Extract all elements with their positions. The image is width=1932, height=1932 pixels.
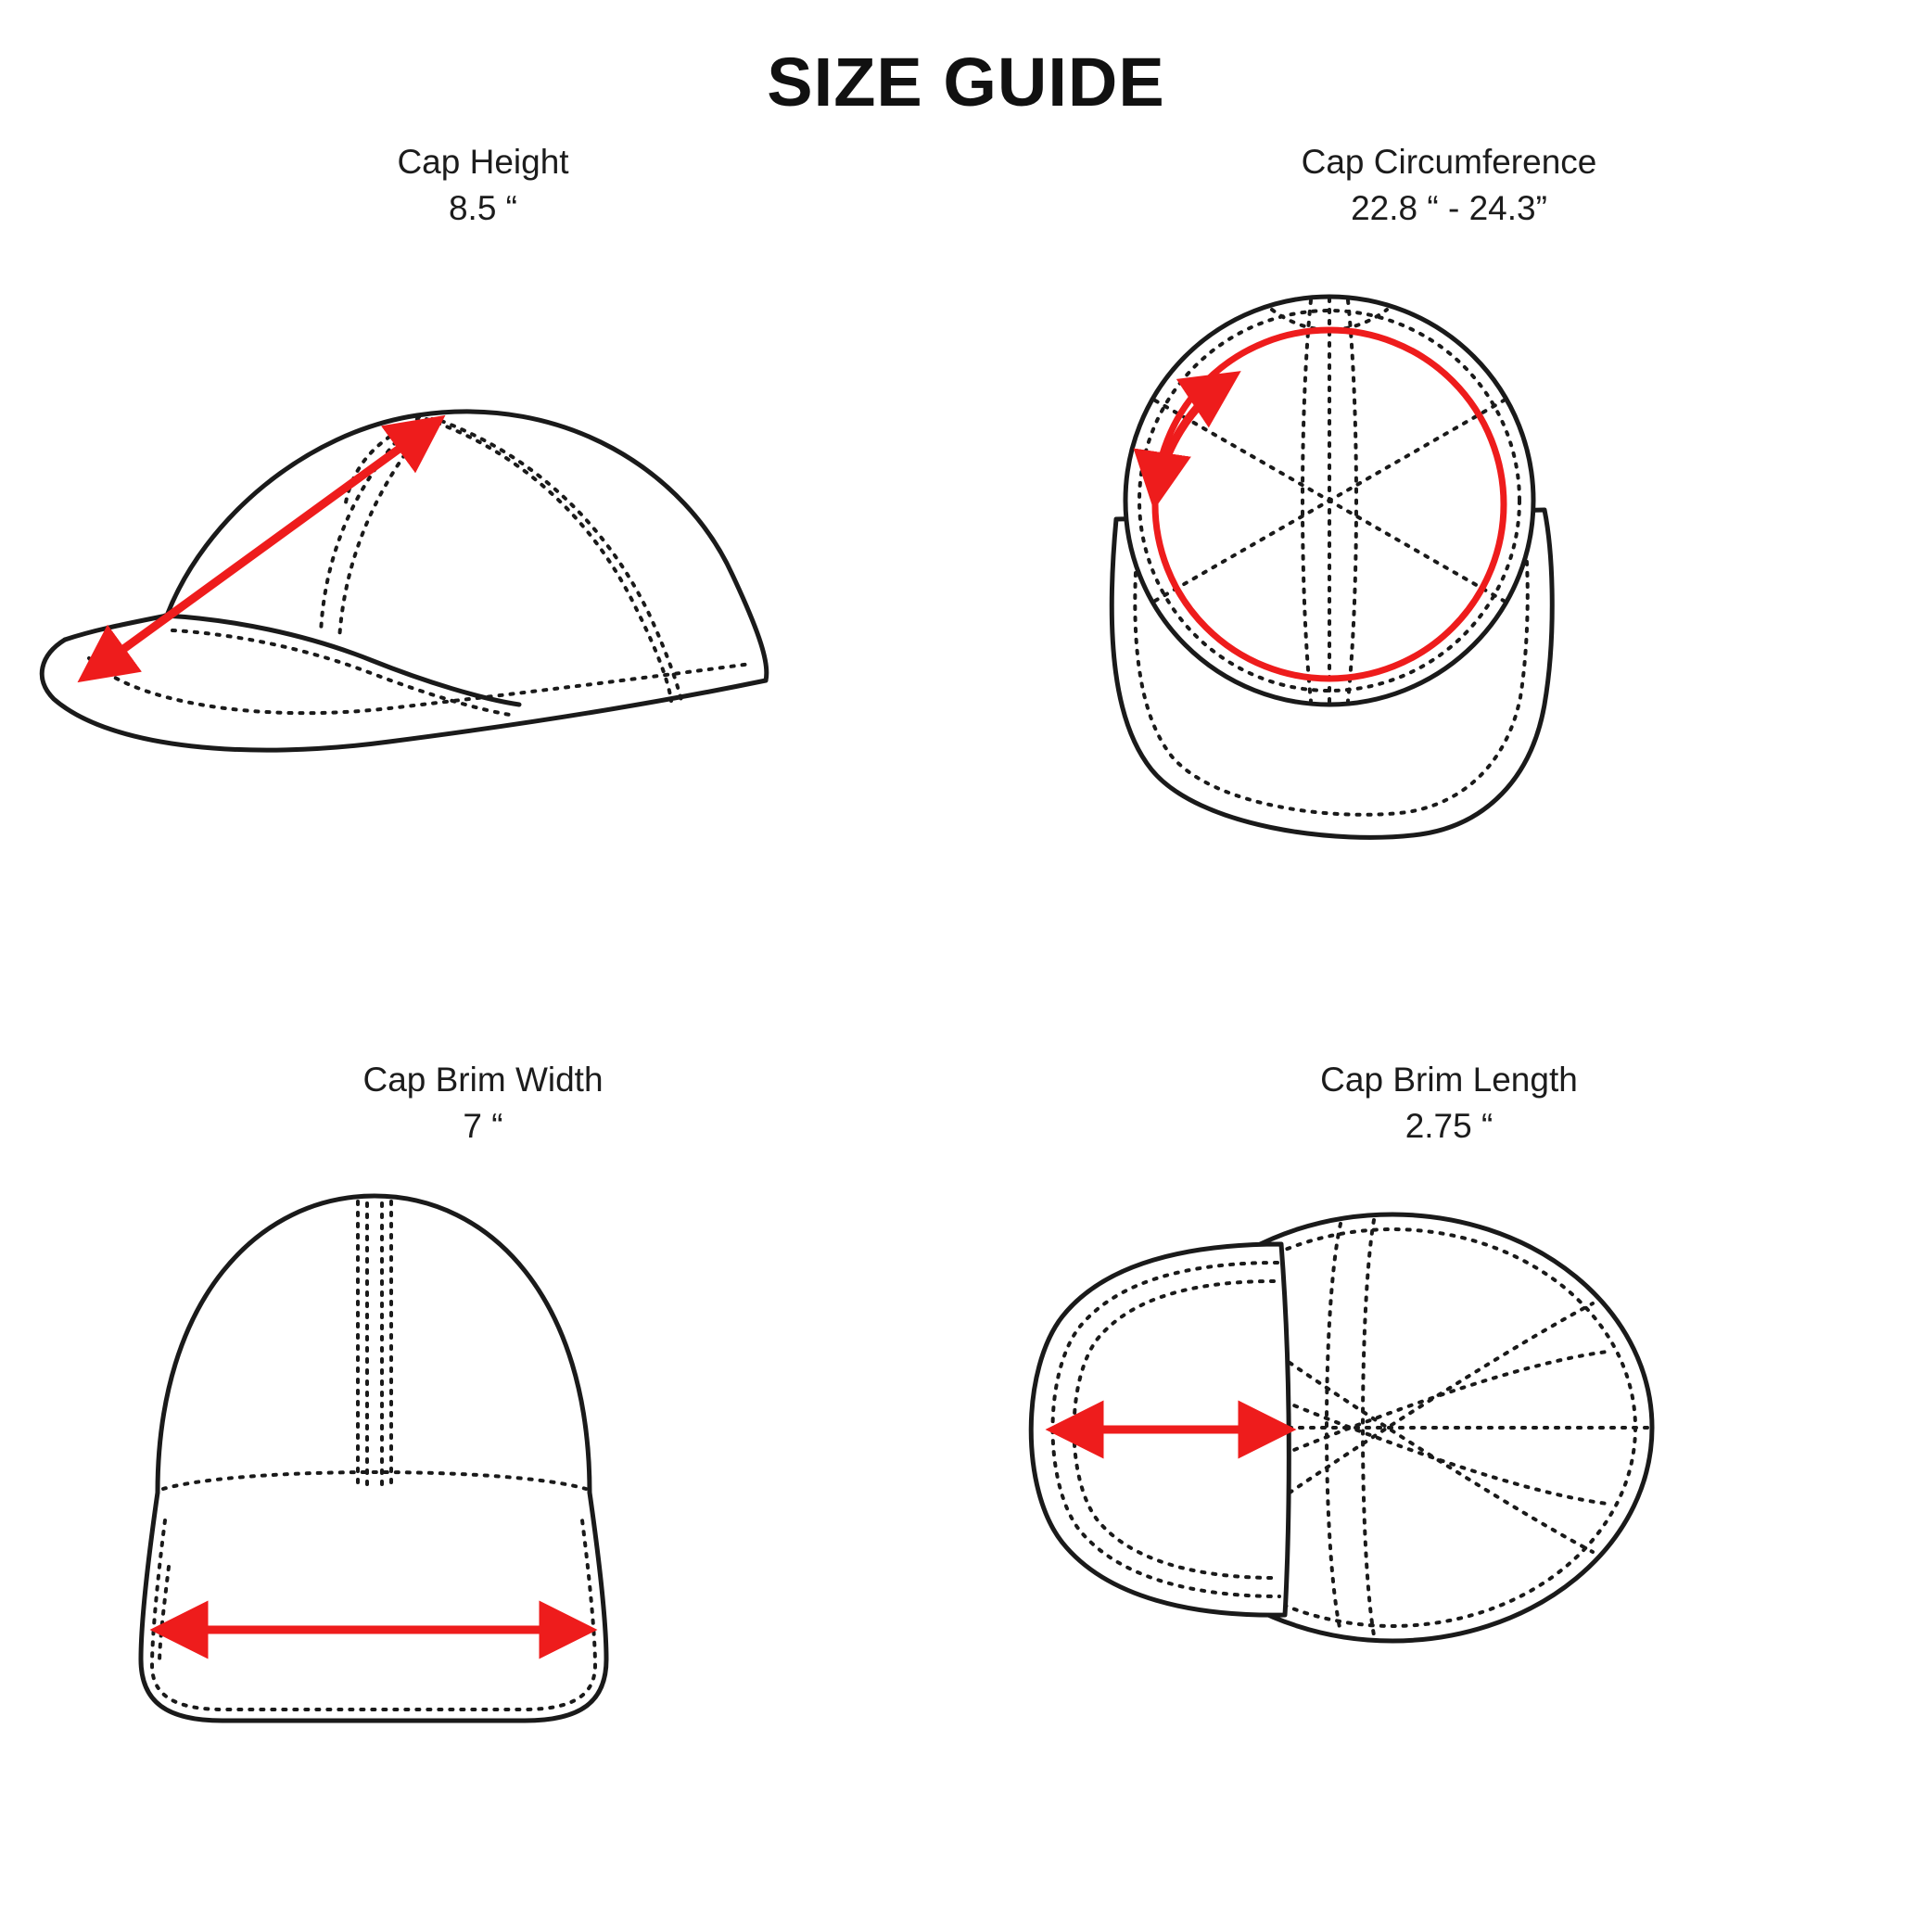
page-title: SIZE GUIDE xyxy=(767,44,1165,121)
cap-side-view-diagram xyxy=(0,241,966,964)
cap-front-view-diagram xyxy=(0,1159,966,1882)
cap-height-value: 8.5 “ xyxy=(448,188,518,227)
panel-cap-brim-width xyxy=(0,1057,966,1891)
cap-overhead-view-diagram xyxy=(966,1159,1932,1882)
panel-cap-height xyxy=(0,139,966,973)
cap-height-label: Cap Height xyxy=(397,143,569,181)
height-measure-arrow xyxy=(85,421,438,677)
cap-top-view-diagram xyxy=(966,241,1932,964)
caption-cap-height xyxy=(0,139,966,232)
caption-cap-brim-width xyxy=(0,1057,966,1150)
cap-brim-length-value: 2.75 “ xyxy=(1405,1106,1493,1145)
panel-cap-brim-length xyxy=(966,1057,1932,1891)
caption-cap-brim-length xyxy=(966,1057,1932,1150)
cap-circumference-label: Cap Circumference xyxy=(1301,143,1597,181)
cap-brim-length-label: Cap Brim Length xyxy=(1320,1061,1578,1099)
cap-circumference-value: 22.8 “ - 24.3” xyxy=(1351,188,1547,227)
cap-brim-width-value: 7 “ xyxy=(463,1106,503,1145)
cap-brim-width-label: Cap Brim Width xyxy=(362,1061,604,1099)
caption-cap-circumference xyxy=(966,139,1932,232)
panel-cap-circumference xyxy=(966,139,1932,973)
